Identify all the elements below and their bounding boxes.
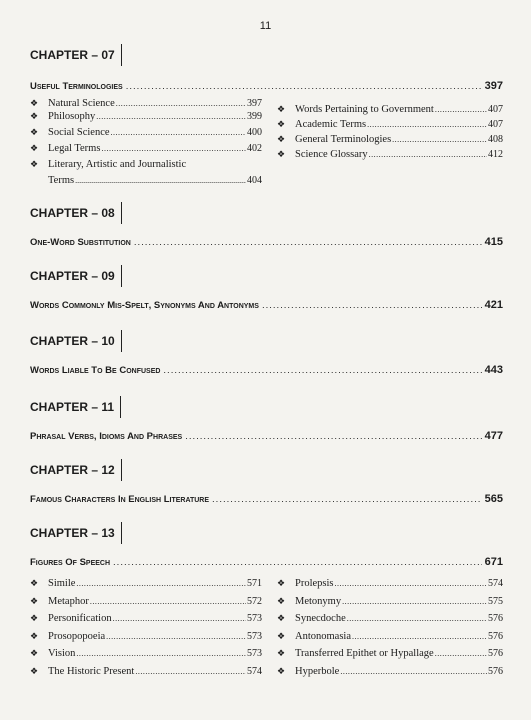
list-item[interactable]: ❖ Academic Terms ..... 407	[277, 118, 503, 131]
chapter-09-heading: CHAPTER – 09	[30, 265, 122, 287]
list-item[interactable]: ❖ Metaphor ..... 572	[30, 595, 262, 613]
list-item[interactable]: ❖ Philosophy ..... 399	[30, 110, 262, 123]
chapter-10-entry[interactable]: Words Liable To Be Confused ..... 443	[30, 364, 503, 376]
chapter-11-entry[interactable]: Phrasal Verbs, Idioms And Phrases ..... 477	[30, 430, 503, 442]
chapter-09-entry[interactable]: Words Commonly Mis-Spelt, Synonyms And Antonyms ..... 421	[30, 299, 503, 311]
page-number: 11	[259, 20, 272, 32]
chapter-08-entry[interactable]: One-Word Substitution ..... 415	[30, 236, 503, 248]
chapter-11-heading: CHAPTER – 11	[30, 396, 121, 418]
bullet-icon: ❖	[277, 595, 286, 606]
bullet-icon: ❖	[277, 630, 286, 641]
bullet-icon: ❖	[277, 578, 286, 588]
bullet-icon: ❖	[277, 134, 286, 144]
list-item[interactable]: ❖ Synecdoche ..... 576	[277, 612, 503, 630]
chapter-07-right-list	[277, 103, 503, 161]
bullet-icon: ❖	[30, 127, 39, 137]
list-item[interactable]: ❖ Transferred Epithet or Hypallage ..... 576	[277, 647, 503, 665]
chapter-13-right-list	[277, 577, 503, 682]
bullet-icon: ❖	[277, 665, 286, 676]
bullet-icon: ❖	[277, 119, 286, 129]
list-item[interactable]: ❖ Personification ..... 573	[30, 612, 262, 630]
list-item[interactable]: ❖ The Historic Present ..... 574	[30, 665, 262, 683]
chapter-07-entry[interactable]	[30, 80, 503, 92]
dot-leader	[212, 494, 482, 505]
dot-leader	[262, 300, 482, 311]
entry-title: Useful Terminologies	[30, 81, 123, 92]
list-item[interactable]: ❖ Metonymy ..... 575	[277, 595, 503, 613]
chapter-10-heading: CHAPTER – 10	[30, 330, 122, 352]
bullet-icon: ❖	[30, 143, 39, 153]
bullet-icon: ❖	[30, 98, 39, 108]
list-item[interactable]: ❖ Hyperbole ..... 576	[277, 665, 503, 683]
list-item[interactable]: ❖ Literary, Artistic and Journalistic	[30, 159, 187, 170]
list-item[interactable]: ❖ General Terminologies ..... 408	[277, 133, 503, 146]
dot-leader	[134, 237, 482, 248]
chapter-13-left-list	[30, 577, 262, 682]
list-item[interactable]: ❖ Simile ..... 571	[30, 577, 262, 595]
chapter-07-left-list	[30, 97, 262, 187]
list-item[interactable]: ❖ Vision ..... 573	[30, 647, 262, 665]
dot-leader	[113, 557, 482, 568]
bullet-icon: ❖	[30, 648, 39, 658]
bullet-icon: ❖	[30, 111, 39, 121]
bullet-icon: ❖	[30, 613, 39, 623]
bullet-icon: ❖	[30, 630, 39, 641]
bullet-icon: ❖	[277, 648, 286, 658]
list-item[interactable]: ❖ Natural Science ..... 397	[30, 97, 262, 110]
bullet-icon: ❖	[277, 149, 286, 159]
dot-leader	[126, 81, 482, 92]
chapter-12-entry[interactable]: Famous Characters In English Literature ..... 565	[30, 493, 503, 505]
entry-page: 397	[484, 80, 503, 92]
list-item-continuation[interactable]: Terms ..... 404	[48, 174, 262, 187]
chapter-07-heading: CHAPTER – 07	[30, 44, 122, 66]
bullet-icon: ❖	[277, 104, 286, 114]
list-item[interactable]: ❖ Science Glossary ..... 412	[277, 148, 503, 161]
bullet-icon: ❖	[277, 613, 286, 623]
list-item[interactable]: ❖ Prosopopoeia ..... 573	[30, 630, 262, 648]
list-item[interactable]: ❖ Words Pertaining to Government ..... 407	[277, 103, 503, 116]
bullet-icon: ❖	[30, 578, 39, 588]
list-item[interactable]: ❖ Social Science ..... 400	[30, 126, 262, 139]
list-item[interactable]: ❖ Legal Terms ..... 402	[30, 142, 262, 155]
list-item[interactable]: ❖ Prolepsis ..... 574	[277, 577, 503, 595]
bullet-icon: ❖	[30, 665, 39, 676]
bullet-icon: ❖	[30, 595, 39, 606]
chapter-12-heading: CHAPTER – 12	[30, 459, 122, 481]
dot-leader	[163, 365, 481, 376]
chapter-13-heading: CHAPTER – 13	[30, 522, 122, 544]
bullet-icon: ❖	[30, 159, 39, 169]
dot-leader	[185, 431, 481, 442]
list-item[interactable]: ❖ Antonomasia ..... 576	[277, 630, 503, 648]
chapter-13-entry[interactable]: Figures Of Speech ..... 671	[30, 556, 503, 568]
chapter-08-heading: CHAPTER – 08	[30, 202, 122, 224]
